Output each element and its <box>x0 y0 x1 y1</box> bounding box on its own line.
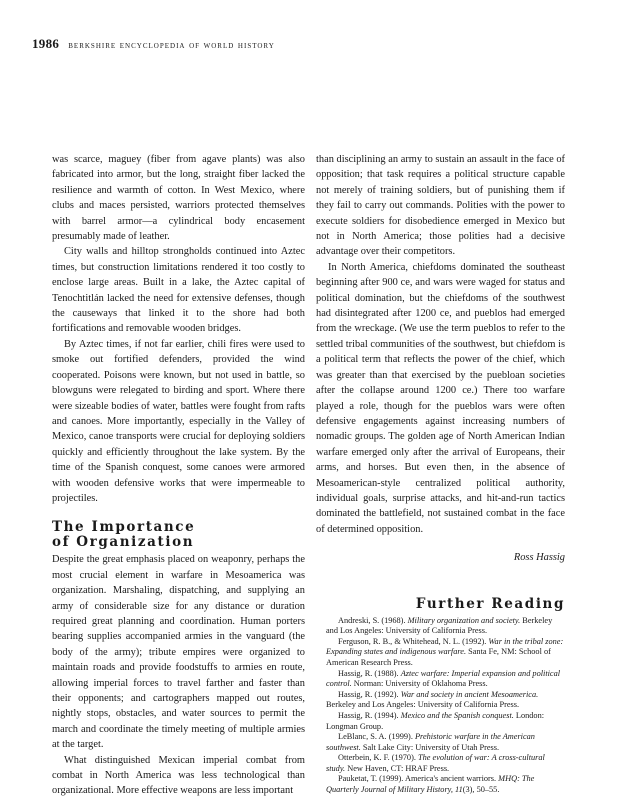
reference-item: Pauketat, T. (1999). America's ancient warriors. MHQ: The Quarterly Journal of Military History, 11(3), 50–55. <box>326 774 535 795</box>
running-head <box>32 36 275 52</box>
reference-list <box>316 616 565 796</box>
paragraph: What distinguished Mexican imperial combat from combat in North America was less technological than organizational. More effective weapons are less important <box>52 754 305 797</box>
reference-item: Hassig, R. (1994). Mexico and the Spanish conquest. London: Longman Group. <box>326 710 545 731</box>
section-heading <box>52 520 305 550</box>
paragraph: By Aztec times, if not far earlier, chili fires were used to smoke out fortified defenders, provided the wind cooperated. Poisons were known, but not used in battle, so blowguns were relegated to birding and sport. Where there were sizeable bodies of water, battles were fought from rafts and canoes. More importantly, especially in the Valley of Mexico, canoe transports were crucial for deploying soldiers quickly and efficiently throughout the lake system. By the time of the Spanish conquest, some canoes were armored with wooden defensive works that were impermeable to projectiles. <box>52 338 305 504</box>
running-title: berkshire encyclopedia of world history <box>68 40 275 51</box>
author-signature: Ross Hassig <box>513 552 565 564</box>
reference-item: Andreski, S. (1968). Military organization and society. Berkeley and Los Angeles: University of California Press. <box>326 615 553 636</box>
paragraph: In North America, chiefdoms dominated the southeast beginning after 900 ce, and wars were waged for status and political domination, but the chiefdoms of the southwest had disintegrated after 1200 ce, and pueblos had emerged from the wreckage. (We use the term pueblos to refer to the settled tribal communities of the southwest, but chiefdom is a political term that reflects the power of the chief, which was greater than that exercised by the puebloan societies after the collapse around 1200 ce.) There too warfare played a role, though for the pueblos wars were often defensive engagements against increasing numbers of nomadic groups. The golden age of North American Indian warfare emerged only after the arrival of Europeans, their arms, and horses. But even then, in the absence of Mesoamerican-style centralized political authority, individual goals, surprise attacks, and hit-and-run tactics dominated the battlefield, not sustained combat in the face of determined opposition. <box>316 261 565 535</box>
left-column <box>52 152 305 799</box>
reference-item: Otterbein, K. F. (1970). The evolution of war: A cross-cultural study. New Haven, CT: HRAF Press. <box>326 753 545 773</box>
reference-item: Hassig, R. (1992). War and society in ancient Mesoamerica. Berkeley and Los Angeles: University of California Press. <box>326 689 539 710</box>
paragraph: Despite the great emphasis placed on weaponry, perhaps the most crucial element in warfare in Mesoamerica was organization. Marshaling, dispatching, and supplying an army of considerable size for any distance or duration required great planning and coordination. Human porters bearing supplies accompanied armies in the vanguard (the body of the army); tribute empires were organized to maintain roads and provide foodstuffs to armies en route, allowing imperial forces to travel farther and faster than their opponents; and cartographers mapped out routes, nightly stops, obstacles, and water sources to permit the march and coordinate the timely meeting of multiple armies at the target. <box>52 554 305 751</box>
further-reading-heading: Further Reading <box>415 595 565 612</box>
reference-item: Hassig, R. (1988). Aztec warfare: Imperial expansion and political control. Norman: University of Oklahoma Press. <box>326 668 561 689</box>
paragraph: was scarce, maguey (fiber from agave plants) was also fabricated into armor, but the long, straight fiber lacked the resilience and warmth of cotton. In West Mexico, where clubs and maces persisted, warriors protected themselves with barrel armor—a cylindrical body encasement presumably made of leather. <box>52 154 305 243</box>
paragraph: than disciplining an army to sustain an assault in the face of opposition; that task requires a political structure capable not merely of training soldiers, but of punishing them if they fail to carry out commands. Polities with the power to execute soldiers for disobedience emerged in Mexico but not in North America; those polities had a decisive advantage over their competitors. <box>316 154 565 258</box>
section-heading-line-1: The Importance <box>52 519 196 536</box>
reference-item: Ferguson, R. B., & Whitehead, N. L. (1992). War in the tribal zone: Expanding states and indigenous warfare. Santa Fe, NM: School of American Research Press. <box>326 636 564 667</box>
section-heading-line-2: of Organization <box>52 534 195 551</box>
reference-item: LeBlanc, S. A. (1999). Prehistoric warfare in the American southwest. Salt Lake City: University of Utah Press. <box>326 732 535 752</box>
paragraph: City walls and hilltop strongholds continued into Aztec times, but construction limitations rendered it too costly to enclose large areas. Built in a lake, the Aztec capital of Tenochtitlán lacked the need for extensive defenses, though the causeways that linked it to the shore had both fortifications and removable wooden bridges. <box>52 246 305 335</box>
page-number: 1986 <box>32 36 60 51</box>
right-column <box>316 152 565 796</box>
